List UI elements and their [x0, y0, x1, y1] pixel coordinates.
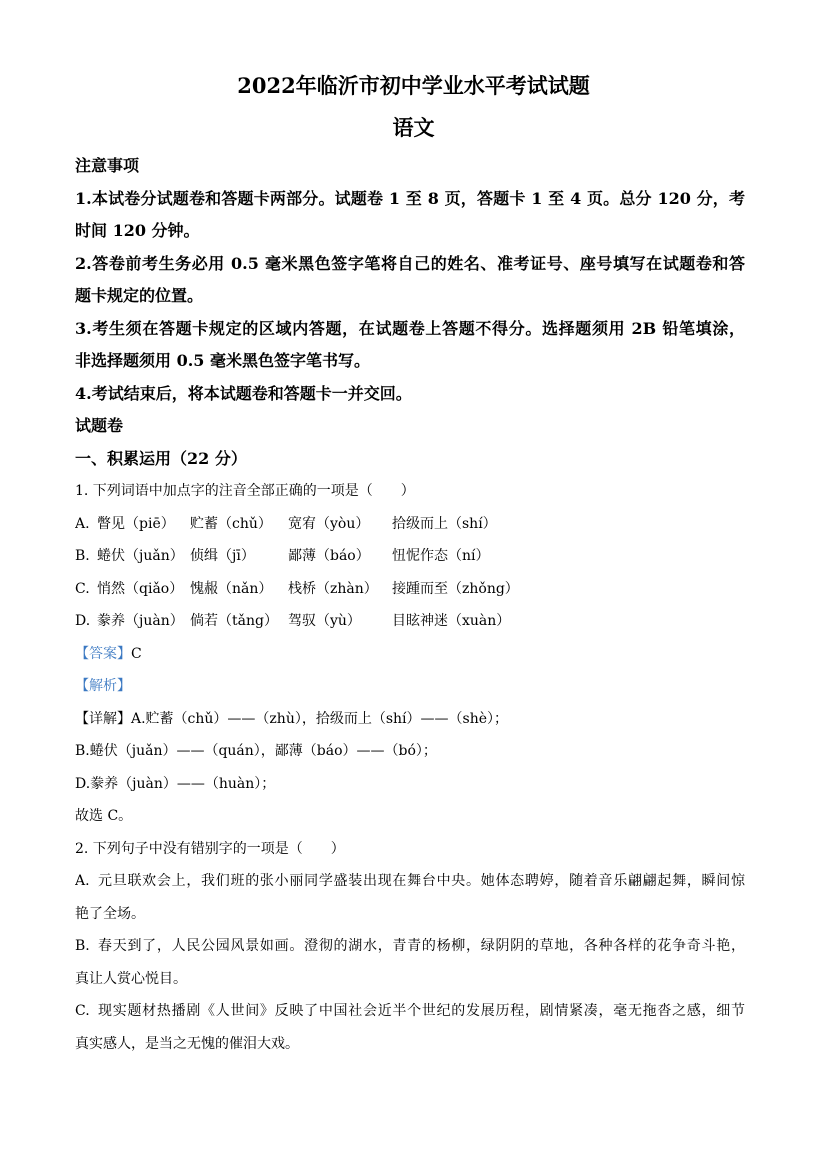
option-label: B. [75, 548, 90, 564]
option-text: 春天到了，人民公园风景如画。澄彻的湖水，青青的杨柳，绿阴阴的草地，各种各样的花争奇斗艳， [98, 938, 745, 954]
note-line: 时间 120 分钟。 [75, 221, 200, 240]
option-line [75, 995, 745, 1028]
note-line: 2.答卷前考生务必用 0.5 毫米黑色签字笔将自己的姓名、准考证号、座号填写在试题卷和答 [75, 253, 745, 273]
option-line: 艳了全场。 [75, 905, 145, 922]
option-item: 悄然（qiǎo） [97, 580, 184, 597]
answer-value: C [131, 645, 142, 662]
note-line: 1.本试卷分试题卷和答题卡两部分。试题卷 1 至 8 页，答题卡 1 至 4 页。总分 120 分，考 [75, 188, 745, 208]
option-item: 忸怩作态（ní） [392, 548, 490, 564]
option-line: 真实感人，是当之无愧的催泪大戏。 [75, 1035, 299, 1052]
option-item: 豢养（juàn） [97, 613, 184, 629]
option-item: 贮蓄（chǔ） [190, 515, 272, 532]
option-line [75, 930, 745, 963]
option-item: 宽宥（yòu） [288, 515, 370, 532]
option-item: 鄙薄（báo） [288, 548, 370, 564]
option-row [75, 540, 745, 573]
option-label: C. [75, 580, 90, 597]
section-heading: 一、积累运用（22 分） [75, 448, 247, 468]
option-label: A. [75, 515, 90, 532]
option-item: 拾级而上（shí） [392, 515, 497, 532]
option-row [75, 573, 745, 606]
paper-section-label: 试题卷 [75, 416, 124, 435]
option-text: 元旦联欢会上，我们班的张小丽同学盛装出现在舞台中央。她体态聘婷，随着音乐翩翩起舞，瞬间惊 [98, 873, 745, 889]
analysis-tag: 【解析】 [75, 678, 131, 694]
option-label: C. [75, 1003, 90, 1019]
question-stem: 1. 下列词语中加点字的注音全部正确的一项是（ ） [75, 483, 415, 499]
explanation-line: B.蜷伏（juǎn）——（quán），鄙薄（báo）——（bó）； [75, 743, 437, 759]
option-item: 栈桥（zhàn） [288, 580, 378, 597]
paper-title: 2022年临沂市初中学业水平考试试题 [237, 73, 590, 98]
notes-heading: 注意事项 [75, 156, 140, 175]
option-text: 现实题材热播剧《人世间》反映了中国社会近半个世纪的发展历程，剧情紧凑，毫无拖沓之感，细节 [98, 1003, 745, 1019]
explanation-line: 故选 C。 [75, 808, 133, 824]
option-row [75, 508, 745, 541]
option-item: 驾驭（yù） [288, 613, 361, 629]
option-item: 侦缉（jī） [190, 548, 255, 564]
note-line: 3.考生须在答题卡规定的区域内答题，在试题卷上答题不得分。选择题须用 2B 铅笔填涂， [75, 318, 745, 338]
analysis-line [75, 670, 745, 703]
explanation-line: D.豢养（juàn）——（huàn）； [75, 775, 276, 792]
option-item: 目眩神迷（xuàn） [392, 613, 511, 629]
note-line: 题卡规定的位置。 [75, 286, 204, 305]
option-line [75, 865, 745, 898]
option-item: 接踵而至（zhǒng） [392, 580, 519, 597]
answer-tag: 【答案】 [75, 645, 131, 662]
option-item: 倘若（tǎng） [190, 613, 278, 629]
note-line: 非选择题须用 0.5 毫米黑色签字笔书写。 [75, 351, 370, 370]
option-label: D. [75, 613, 91, 629]
option-label: B. [75, 938, 90, 954]
option-item: 蜷伏（juǎn） [97, 548, 184, 564]
subject-title: 语文 [392, 115, 435, 140]
paper-body [75, 150, 745, 1060]
option-item: 瞥见（piē） [97, 515, 175, 532]
question-stem: 2. 下列句子中没有错别字的一项是（ ） [75, 840, 345, 857]
note-line: 4.考试结束后，将本试题卷和答题卡一并交回。 [75, 383, 412, 403]
option-label: A. [75, 873, 90, 889]
option-line: 真让人赏心悦目。 [75, 970, 187, 987]
answer-line [75, 638, 745, 671]
explanation-line: 【详解】A.贮蓄（chǔ）——（zhù），拾级而上（shí）——（shè）； [75, 710, 509, 727]
option-item: 愧赧（nǎn） [190, 580, 273, 597]
option-row [75, 605, 745, 638]
